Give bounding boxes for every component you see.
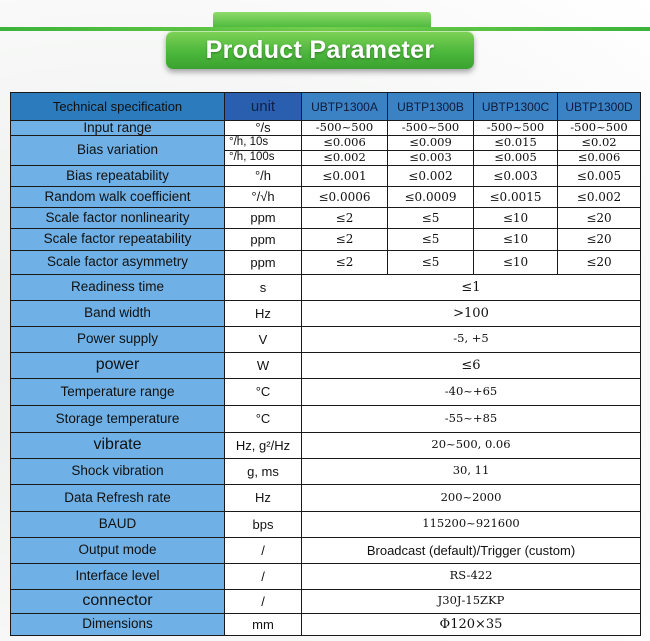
row-value: 200~2000 (302, 484, 641, 511)
row-unit: °/√h (225, 186, 302, 207)
value-b: ≤0.003 (388, 150, 474, 165)
row-name: Random walk coefficient (11, 186, 225, 207)
row-name: power (11, 352, 225, 378)
row-name: BAUD (11, 511, 225, 537)
row-name: Bias repeatability (11, 165, 225, 186)
row-unit: ppm (225, 207, 302, 228)
value-b: ≤5 (388, 207, 474, 228)
row-unit: / (225, 563, 302, 589)
value-a: ≤0.002 (302, 150, 388, 165)
table-row-vibrate (11, 432, 641, 458)
table-row-data-refresh (11, 484, 641, 511)
row-name: Power supply (11, 326, 225, 352)
value-b: ≤0.009 (388, 135, 474, 150)
row-unit: Hz, g²/Hz (225, 432, 302, 458)
table-row-output-mode (11, 537, 641, 563)
row-name: Shock vibration (11, 458, 225, 484)
value-b: -500~500 (388, 121, 474, 136)
row-unit: mm (225, 613, 302, 635)
row-unit: °/h, 100s (225, 150, 302, 165)
value-c: ≤0.003 (474, 165, 558, 186)
header-model-b: UBTP1300B (388, 93, 474, 121)
row-value: -55~+85 (302, 405, 641, 432)
table-row-storage-temperature (11, 405, 641, 432)
value-d: -500~500 (558, 121, 641, 136)
value-c: ≤0.015 (474, 135, 558, 150)
row-unit: ppm (225, 228, 302, 250)
row-value: 115200~921600 (302, 511, 641, 537)
table-row-random-walk (11, 186, 641, 207)
row-name: Data Refresh rate (11, 484, 225, 511)
row-name: connector (11, 589, 225, 613)
table-row-shock-vibration (11, 458, 641, 484)
value-d: ≤20 (558, 250, 641, 274)
table-row-temperature-range (11, 378, 641, 405)
table-row-sf-nonlinearity (11, 207, 641, 228)
row-unit: °C (225, 405, 302, 432)
value-d: ≤0.005 (558, 165, 641, 186)
row-value: J30J-15ZKP (302, 589, 641, 613)
row-name: Storage temperature (11, 405, 225, 432)
value-b: ≤5 (388, 250, 474, 274)
row-value: RS-422 (302, 563, 641, 589)
row-value: 30, 11 (302, 458, 641, 484)
row-name: Temperature range (11, 378, 225, 405)
value-d: ≤0.02 (558, 135, 641, 150)
table-row-sf-repeatability (11, 228, 641, 250)
parameter-table (10, 92, 641, 636)
value-d: ≤0.002 (558, 186, 641, 207)
value-b: ≤5 (388, 228, 474, 250)
value-a: ≤0.006 (302, 135, 388, 150)
row-unit: / (225, 537, 302, 563)
row-value: Φ120×35 (302, 613, 641, 635)
value-c: ≤10 (474, 228, 558, 250)
row-unit: / (225, 589, 302, 613)
header-model-c: UBTP1300C (474, 93, 558, 121)
table-row-interface-level (11, 563, 641, 589)
table-row-input-range (11, 121, 641, 136)
header-spec: Technical specification (11, 93, 225, 121)
row-name: Scale factor asymmetry (11, 250, 225, 274)
header-model-d: UBTP1300D (558, 93, 641, 121)
value-c: ≤0.005 (474, 150, 558, 165)
value-c: ≤0.0015 (474, 186, 558, 207)
table-row-bias-repeatability (11, 165, 641, 186)
value-d: ≤0.006 (558, 150, 641, 165)
row-value: Broadcast (default)/Trigger (custom) (302, 537, 641, 563)
row-unit: W (225, 352, 302, 378)
value-c: ≤10 (474, 207, 558, 228)
row-name: Readiness time (11, 274, 225, 300)
value-a: -500~500 (302, 121, 388, 136)
value-c: ≤10 (474, 250, 558, 274)
row-unit: bps (225, 511, 302, 537)
row-name: Interface level (11, 563, 225, 589)
row-name: Dimensions (11, 613, 225, 635)
row-name: vibrate (11, 432, 225, 458)
value-a: ≤2 (302, 207, 388, 228)
header-model-a: UBTP1300A (302, 93, 388, 121)
row-unit: V (225, 326, 302, 352)
value-a: ≤0.0006 (302, 186, 388, 207)
table-header-row (11, 93, 641, 121)
row-name: Scale factor repeatability (11, 228, 225, 250)
row-unit: °/s (225, 121, 302, 136)
row-unit: g, ms (225, 458, 302, 484)
table-row-readiness-time (11, 274, 641, 300)
row-unit: ppm (225, 250, 302, 274)
value-c: -500~500 (474, 121, 558, 136)
page-title: Product Parameter (205, 35, 435, 64)
row-unit: Hz (225, 300, 302, 326)
row-value: >100 (302, 300, 641, 326)
row-value: ≤6 (302, 352, 641, 378)
row-value: -40~+65 (302, 378, 641, 405)
table-row-power-supply (11, 326, 641, 352)
row-name: Band width (11, 300, 225, 326)
header-unit: unit (225, 93, 302, 121)
row-name: Scale factor nonlinearity (11, 207, 225, 228)
value-a: ≤0.001 (302, 165, 388, 186)
title-badge (166, 31, 474, 69)
row-value: -5, +5 (302, 326, 641, 352)
table-row-sf-asymmetry (11, 250, 641, 274)
table-row-band-width (11, 300, 641, 326)
table-row-dimensions (11, 613, 641, 635)
table-row-bias-variation (11, 135, 641, 150)
row-unit: s (225, 274, 302, 300)
row-name: Bias variation (11, 135, 225, 165)
value-d: ≤20 (558, 207, 641, 228)
table-row-baud (11, 511, 641, 537)
value-b: ≤0.0009 (388, 186, 474, 207)
row-unit: Hz (225, 484, 302, 511)
value-d: ≤20 (558, 228, 641, 250)
row-value: 20~500, 0.06 (302, 432, 641, 458)
row-unit: °/h (225, 165, 302, 186)
table-row-power (11, 352, 641, 378)
row-name: Output mode (11, 537, 225, 563)
value-a: ≤2 (302, 250, 388, 274)
table-row-connector (11, 589, 641, 613)
value-b: ≤0.002 (388, 165, 474, 186)
row-unit: °C (225, 378, 302, 405)
row-value: ≤1 (302, 274, 641, 300)
row-unit: °/h, 10s (225, 135, 302, 150)
row-name: Input range (11, 121, 225, 136)
top-tab-decoration (213, 12, 431, 28)
value-a: ≤2 (302, 228, 388, 250)
